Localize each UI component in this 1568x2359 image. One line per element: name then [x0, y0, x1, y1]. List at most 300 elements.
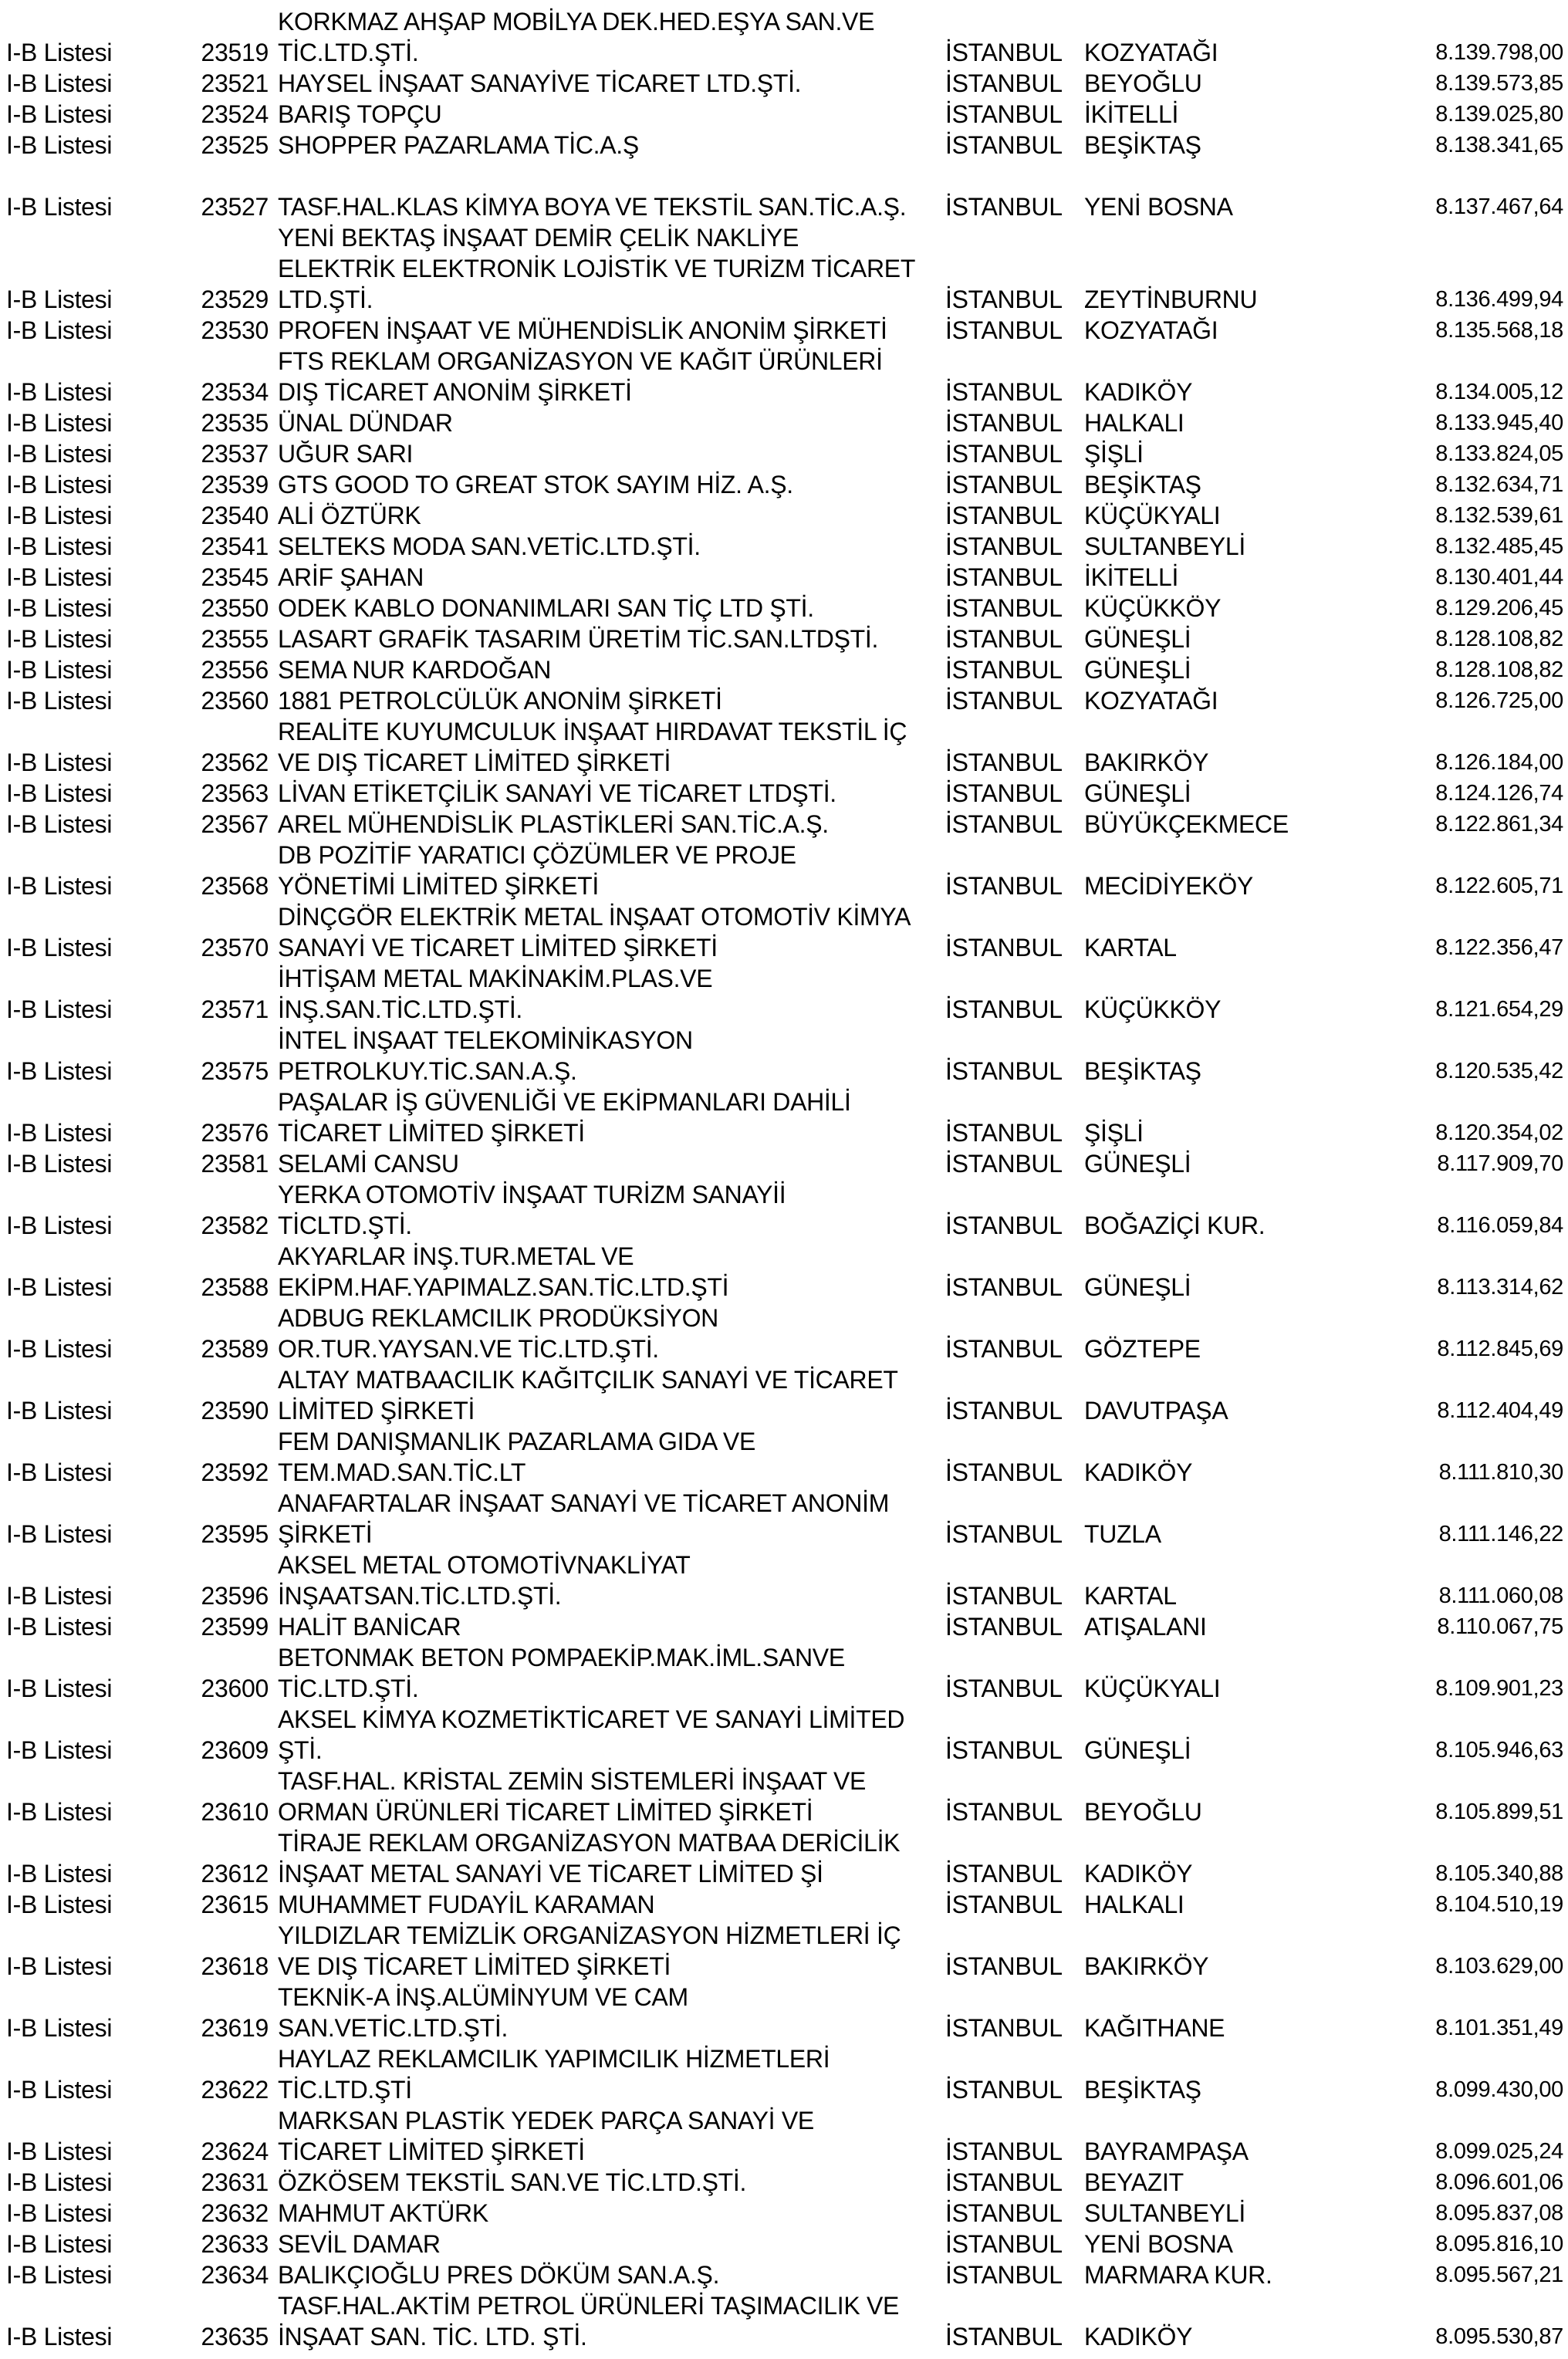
- company-name: TİRAJE REKLAM ORGANİZASYON MATBAA DERİCİLİK: [278, 1829, 901, 1857]
- amount-value: 8.138.341,65: [1435, 133, 1563, 157]
- row-list-label: I-B Listesi: [6, 810, 113, 838]
- entry-row: [0, 1117, 1568, 1148]
- row-list-label: I-B Listesi: [6, 39, 113, 66]
- entry-row: [0, 1673, 1568, 1704]
- company-name: VE DIŞ TİCARET LİMİTED ŞİRKETİ: [278, 749, 671, 776]
- company-name: İNŞ.SAN.TİC.LTD.ŞTİ.: [278, 995, 523, 1023]
- entry-row: [0, 2259, 1568, 2290]
- city-name: İSTANBUL: [945, 1212, 1063, 1239]
- entry-row: [0, 1333, 1568, 1364]
- company-name: ÜNAL DÜNDAR: [278, 409, 453, 437]
- amount-value: 8.126.184,00: [1435, 750, 1563, 775]
- company-name: İNTEL İNŞAAT TELEKOMİNİKASYON: [278, 1026, 693, 1054]
- entry-row: [0, 932, 1568, 963]
- company-name: MAHMUT AKTÜRK: [278, 2199, 488, 2227]
- row-list-label: I-B Listesi: [6, 1798, 113, 1826]
- company-name: İNŞAAT SAN. TİC. LTD. ŞTİ.: [278, 2323, 587, 2351]
- row-list-label: I-B Listesi: [6, 749, 113, 776]
- company-name: İHTİŞAM METAL MAKİNAKİM.PLAS.VE: [278, 965, 713, 992]
- row-list-label: I-B Listesi: [6, 563, 113, 591]
- row-number: 23615: [201, 1891, 269, 1918]
- company-name-continuation-row: [0, 901, 1568, 932]
- entry-row: [0, 747, 1568, 778]
- row-list-label: I-B Listesi: [6, 286, 113, 313]
- city-name: İSTANBUL: [945, 1675, 1063, 1702]
- company-name: LİMİTED ŞİRKETİ: [278, 1397, 475, 1425]
- entry-row: [0, 1889, 1568, 1920]
- spacer-line: [0, 161, 1568, 191]
- row-list-label: I-B Listesi: [6, 2261, 113, 2289]
- company-name: VE DIŞ TİCARET LİMİTED ŞİRKETİ: [278, 1952, 671, 1980]
- company-name: AKSEL METAL OTOMOTİVNAKLİYAT: [278, 1551, 691, 1579]
- row-number: 23576: [201, 1119, 269, 1147]
- amount-value: 8.117.909,70: [1437, 1151, 1563, 1176]
- row-number: 23537: [201, 440, 269, 468]
- district-name: MECİDİYEKÖY: [1084, 872, 1253, 900]
- district-name: KÜÇÜKYALI: [1084, 1675, 1221, 1702]
- amount-value: 8.112.845,69: [1437, 1337, 1563, 1361]
- entry-row: [0, 469, 1568, 500]
- amount-value: 8.133.945,40: [1435, 411, 1563, 435]
- entry-row: [0, 1148, 1568, 1179]
- company-name-continuation-row: [0, 2105, 1568, 2136]
- district-name: BEŞİKTAŞ: [1084, 1057, 1201, 1085]
- company-name-continuation-row: [0, 1982, 1568, 2013]
- company-name: TİC.LTD.ŞTİ: [278, 2076, 412, 2104]
- row-list-label: I-B Listesi: [6, 594, 113, 622]
- company-name-continuation-row: [0, 1550, 1568, 1580]
- company-name-continuation-row: [0, 963, 1568, 994]
- city-name: İSTANBUL: [945, 193, 1063, 221]
- row-list-label: I-B Listesi: [6, 1675, 113, 1702]
- company-name: EKİPM.HAF.YAPIMALZ.SAN.TİC.LTD.ŞTİ: [278, 1273, 729, 1301]
- amount-value: 8.116.059,84: [1437, 1213, 1563, 1238]
- row-number: 23589: [201, 1335, 269, 1363]
- amount-value: 8.121.654,29: [1435, 997, 1563, 1022]
- city-name: İSTANBUL: [945, 1613, 1063, 1641]
- company-name: ORMAN ÜRÜNLERİ TİCARET LİMİTED ŞİRKETİ: [278, 1798, 813, 1826]
- row-number: 23529: [201, 286, 269, 313]
- entry-row: [0, 2074, 1568, 2105]
- district-name: BEYAZIT: [1084, 2168, 1184, 2196]
- row-number: 23619: [201, 2014, 269, 2042]
- city-name: İSTANBUL: [945, 1798, 1063, 1826]
- row-number: 23525: [201, 131, 269, 159]
- company-name: TİCARET LİMİTED ŞİRKETİ: [278, 2138, 585, 2165]
- entry-row: [0, 1796, 1568, 1827]
- city-name: İSTANBUL: [945, 1119, 1063, 1147]
- row-list-label: I-B Listesi: [6, 1119, 113, 1147]
- company-name: HAYLAZ REKLAMCILIK YAPIMCILIK HİZMETLERİ: [278, 2045, 830, 2073]
- district-name: TUZLA: [1084, 1520, 1161, 1548]
- company-name-continuation-row: [0, 1426, 1568, 1457]
- city-name: İSTANBUL: [945, 471, 1063, 498]
- company-name: UĞUR SARI: [278, 440, 414, 468]
- row-list-label: I-B Listesi: [6, 440, 113, 468]
- company-name-continuation-row: [0, 840, 1568, 870]
- amount-value: 8.111.060,08: [1438, 1583, 1563, 1608]
- company-name: AREL MÜHENDİSLİK PLASTİKLERİ SAN.TİC.A.Ş.: [278, 810, 829, 838]
- company-name: YILDIZLAR TEMİZLİK ORGANİZASYON HİZMETLERİ İÇ: [278, 1921, 901, 1949]
- city-name: İSTANBUL: [945, 872, 1063, 900]
- city-name: İSTANBUL: [945, 1057, 1063, 1085]
- row-list-label: I-B Listesi: [6, 471, 113, 498]
- entry-row: [0, 562, 1568, 593]
- company-name: OR.TUR.YAYSAN.VE TİC.LTD.ŞTİ.: [278, 1335, 659, 1363]
- company-name: LTD.ŞTİ.: [278, 286, 373, 313]
- company-name: LASART GRAFİK TASARIM ÜRETİM TİC.SAN.LTDŞTİ.: [278, 625, 879, 653]
- row-number: 23568: [201, 872, 269, 900]
- company-name: DİNÇGÖR ELEKTRİK METAL İNŞAAT OTOMOTİV KİMYA: [278, 903, 911, 931]
- entry-row: [0, 1056, 1568, 1087]
- city-name: İSTANBUL: [945, 69, 1063, 97]
- company-name-continuation-row: [0, 2290, 1568, 2321]
- company-name: ÖZKÖSEM TEKSTİL SAN.VE TİC.LTD.ŞTİ.: [278, 2168, 747, 2196]
- district-name: KADIKÖY: [1084, 1458, 1193, 1486]
- district-name: KARTAL: [1084, 1582, 1177, 1610]
- amount-value: 8.103.629,00: [1435, 1954, 1563, 1979]
- company-name: YENİ BEKTAŞ İNŞAAT DEMİR ÇELİK NAKLİYE: [278, 224, 799, 252]
- company-name: REALİTE KUYUMCULUK İNŞAAT HIRDAVAT TEKSTİL İÇ: [278, 718, 907, 745]
- company-name-continuation-row: [0, 1704, 1568, 1735]
- row-number: 23622: [201, 2076, 269, 2104]
- city-name: İSTANBUL: [945, 2138, 1063, 2165]
- entry-row: [0, 191, 1568, 222]
- row-number: 23521: [201, 69, 269, 97]
- city-name: İSTANBUL: [945, 687, 1063, 715]
- amount-value: 8.139.798,00: [1435, 40, 1563, 65]
- row-list-label: I-B Listesi: [6, 1891, 113, 1918]
- city-name: İSTANBUL: [945, 2230, 1063, 2258]
- row-list-label: I-B Listesi: [6, 625, 113, 653]
- row-list-label: I-B Listesi: [6, 1952, 113, 1980]
- company-name: TASF.HAL.KLAS KİMYA BOYA VE TEKSTİL SAN.TİC.A.Ş.: [278, 193, 907, 221]
- row-list-label: I-B Listesi: [6, 1397, 113, 1425]
- row-list-label: I-B Listesi: [6, 502, 113, 529]
- entry-row: [0, 2013, 1568, 2043]
- company-name: ARİF ŞAHAN: [278, 563, 424, 591]
- city-name: İSTANBUL: [945, 594, 1063, 622]
- city-name: İSTANBUL: [945, 1520, 1063, 1548]
- row-list-label: I-B Listesi: [6, 1212, 113, 1239]
- amount-value: 8.139.025,80: [1435, 102, 1563, 127]
- company-name-continuation-row: [0, 1827, 1568, 1858]
- row-number: 23599: [201, 1613, 269, 1641]
- district-name: BAYRAMPAŞA: [1084, 2138, 1249, 2165]
- company-name-continuation-row: [0, 1642, 1568, 1673]
- company-name: TİCARET LİMİTED ŞİRKETİ: [278, 1119, 585, 1147]
- row-list-label: I-B Listesi: [6, 995, 113, 1023]
- company-name-continuation-row: [0, 222, 1568, 253]
- district-name: GÜNEŞLİ: [1084, 779, 1191, 807]
- amount-value: 8.132.634,71: [1435, 472, 1563, 497]
- row-number: 23581: [201, 1150, 269, 1178]
- district-name: KADIKÖY: [1084, 2323, 1193, 2351]
- city-name: İSTANBUL: [945, 1582, 1063, 1610]
- row-number: 23595: [201, 1520, 269, 1548]
- entry-row: [0, 870, 1568, 901]
- district-name: ŞİŞLİ: [1084, 440, 1144, 468]
- entry-row: [0, 500, 1568, 531]
- entry-row: [0, 37, 1568, 68]
- row-number: 23590: [201, 1397, 269, 1425]
- row-number: 23570: [201, 934, 269, 962]
- company-name: YÖNETİMİ LİMİTED ŞİRKETİ: [278, 872, 599, 900]
- city-name: İSTANBUL: [945, 1273, 1063, 1301]
- company-name: FEM DANIŞMANLIK PAZARLAMA GIDA VE: [278, 1428, 755, 1455]
- company-name: GTS GOOD TO GREAT STOK SAYIM HİZ. A.Ş.: [278, 471, 793, 498]
- amount-value: 8.099.025,24: [1435, 2139, 1563, 2164]
- amount-value: 8.096.601,06: [1435, 2170, 1563, 2195]
- row-number: 23600: [201, 1675, 269, 1702]
- company-name-continuation-row: [0, 2043, 1568, 2074]
- city-name: İSTANBUL: [945, 286, 1063, 313]
- company-name: ELEKTRİK ELEKTRONİK LOJİSTİK VE TURİZM TİCARET: [278, 255, 916, 282]
- entry-row: [0, 624, 1568, 654]
- amount-value: 8.111.146,22: [1438, 1522, 1563, 1546]
- company-name: SELAMİ CANSU: [278, 1150, 459, 1178]
- company-name: ANAFARTALAR İNŞAAT SANAYİ VE TİCARET ANONİM: [278, 1489, 890, 1517]
- row-number: 23634: [201, 2261, 269, 2289]
- company-name: SHOPPER PAZARLAMA TİC.A.Ş: [278, 131, 639, 159]
- city-name: İSTANBUL: [945, 1335, 1063, 1363]
- row-number: 23527: [201, 193, 269, 221]
- company-name-continuation-row: [0, 346, 1568, 377]
- amount-value: 8.133.824,05: [1435, 441, 1563, 466]
- amount-value: 8.113.314,62: [1437, 1275, 1563, 1299]
- city-name: İSTANBUL: [945, 2076, 1063, 2104]
- district-name: YENİ BOSNA: [1084, 193, 1233, 221]
- city-name: İSTANBUL: [945, 440, 1063, 468]
- city-name: İSTANBUL: [945, 532, 1063, 560]
- amount-value: 8.120.535,42: [1435, 1059, 1563, 1083]
- entry-row: [0, 1519, 1568, 1550]
- district-name: DAVUTPAŞA: [1084, 1397, 1228, 1425]
- entry-row: [0, 407, 1568, 438]
- company-name: YERKA OTOMOTİV İNŞAAT TURİZM SANAYİİ: [278, 1181, 786, 1208]
- company-name: LİVAN ETİKETÇİLİK SANAYİ VE TİCARET LTDŞTİ.: [278, 779, 836, 807]
- entry-row: [0, 531, 1568, 562]
- row-number: 23556: [201, 656, 269, 684]
- company-name: MARKSAN PLASTİK YEDEK PARÇA SANAYİ VE: [278, 2107, 814, 2134]
- amount-value: 8.132.485,45: [1435, 534, 1563, 559]
- amount-value: 8.136.499,94: [1435, 287, 1563, 312]
- row-list-label: I-B Listesi: [6, 1335, 113, 1363]
- entry-row: [0, 994, 1568, 1025]
- district-name: SULTANBEYLİ: [1084, 532, 1245, 560]
- entry-row: [0, 68, 1568, 99]
- row-number: 23524: [201, 100, 269, 128]
- city-name: İSTANBUL: [945, 1860, 1063, 1888]
- row-list-label: I-B Listesi: [6, 100, 113, 128]
- row-list-label: I-B Listesi: [6, 316, 113, 344]
- company-name-continuation-row: [0, 253, 1568, 284]
- amount-value: 8.095.530,87: [1435, 2324, 1563, 2349]
- row-list-label: I-B Listesi: [6, 2323, 113, 2351]
- district-name: BEŞİKTAŞ: [1084, 2076, 1201, 2104]
- district-name: BAKIRKÖY: [1084, 749, 1209, 776]
- entry-row: [0, 1210, 1568, 1241]
- company-name: HALİT BANİCAR: [278, 1613, 461, 1641]
- row-number: 23539: [201, 471, 269, 498]
- company-name-continuation-row: [0, 1025, 1568, 1056]
- amount-value: 8.122.861,34: [1435, 812, 1563, 836]
- amount-value: 8.130.401,44: [1435, 565, 1563, 590]
- company-name: TİC.LTD.ŞTİ.: [278, 39, 419, 66]
- row-list-label: I-B Listesi: [6, 1150, 113, 1178]
- city-name: İSTANBUL: [945, 1736, 1063, 1764]
- entry-row: [0, 1457, 1568, 1488]
- amount-value: 8.128.108,82: [1435, 627, 1563, 651]
- row-list-label: I-B Listesi: [6, 69, 113, 97]
- amount-value: 8.104.510,19: [1435, 1892, 1563, 1917]
- amount-value: 8.120.354,02: [1435, 1120, 1563, 1145]
- amount-value: 8.105.946,63: [1435, 1738, 1563, 1762]
- city-name: İSTANBUL: [945, 810, 1063, 838]
- company-name: HAYSEL İNŞAAT SANAYİVE TİCARET LTD.ŞTİ.: [278, 69, 802, 97]
- district-name: KOZYATAĞI: [1084, 316, 1218, 344]
- row-number: 23550: [201, 594, 269, 622]
- amount-value: 8.110.067,75: [1437, 1614, 1563, 1639]
- district-name: GÜNEŞLİ: [1084, 1736, 1191, 1764]
- row-list-label: I-B Listesi: [6, 872, 113, 900]
- row-list-label: I-B Listesi: [6, 2014, 113, 2042]
- row-number: 23575: [201, 1057, 269, 1085]
- entry-row: [0, 2198, 1568, 2229]
- entry-row: [0, 315, 1568, 346]
- company-name: ŞİRKETİ: [278, 1520, 373, 1548]
- district-name: KADIKÖY: [1084, 378, 1193, 406]
- company-name: PAŞALAR İŞ GÜVENLİĞİ VE EKİPMANLARI DAHİLİ: [278, 1088, 851, 1116]
- company-name: BETONMAK BETON POMPAEKİP.MAK.İML.SANVE: [278, 1644, 845, 1671]
- row-list-label: I-B Listesi: [6, 1613, 113, 1641]
- company-name: DB POZİTİF YARATICI ÇÖZÜMLER VE PROJE: [278, 841, 796, 869]
- amount-value: 8.109.901,23: [1435, 1676, 1563, 1701]
- company-name: PROFEN İNŞAAT VE MÜHENDİSLİK ANONİM ŞİRKETİ: [278, 316, 887, 344]
- entry-row: [0, 2229, 1568, 2259]
- city-name: İSTANBUL: [945, 2199, 1063, 2227]
- entry-row: [0, 1611, 1568, 1642]
- row-number: 23631: [201, 2168, 269, 2196]
- company-name: BARIŞ TOPÇU: [278, 100, 442, 128]
- district-name: GÖZTEPE: [1084, 1335, 1201, 1363]
- row-list-label: I-B Listesi: [6, 1057, 113, 1085]
- amount-value: 8.134.005,12: [1435, 380, 1563, 404]
- district-name: ZEYTİNBURNU: [1084, 286, 1258, 313]
- row-number: 23530: [201, 316, 269, 344]
- company-name: TASF.HAL. KRİSTAL ZEMİN SİSTEMLERİ İNŞAAT VE: [278, 1767, 867, 1795]
- amount-value: 8.122.605,71: [1435, 874, 1563, 898]
- district-name: BÜYÜKÇEKMECE: [1084, 810, 1289, 838]
- company-name: İNŞAATSAN.TİC.LTD.ŞTİ.: [278, 1582, 562, 1610]
- district-name: HALKALI: [1084, 1891, 1184, 1918]
- company-name: FTS REKLAM ORGANİZASYON VE KAĞIT ÜRÜNLERİ: [278, 347, 883, 375]
- entry-row: [0, 438, 1568, 469]
- entry-row: [0, 2321, 1568, 2352]
- city-name: İSTANBUL: [945, 2168, 1063, 2196]
- row-list-label: I-B Listesi: [6, 1736, 113, 1764]
- city-name: İSTANBUL: [945, 2014, 1063, 2042]
- district-name: KOZYATAĞI: [1084, 687, 1218, 715]
- district-name: BOĞAZİÇİ KUR.: [1084, 1212, 1266, 1239]
- row-list-label: I-B Listesi: [6, 532, 113, 560]
- entry-row: [0, 1858, 1568, 1889]
- company-name: SEVİL DAMAR: [278, 2230, 441, 2258]
- company-name-continuation-row: [0, 1087, 1568, 1117]
- row-list-label: I-B Listesi: [6, 2076, 113, 2104]
- district-name: GÜNEŞLİ: [1084, 1150, 1191, 1178]
- row-number: 23571: [201, 995, 269, 1023]
- company-name: AKYARLAR İNŞ.TUR.METAL VE: [278, 1242, 634, 1270]
- entry-row: [0, 809, 1568, 840]
- city-name: İSTANBUL: [945, 100, 1063, 128]
- company-name: AKSEL KİMYA KOZMETİKTİCARET VE SANAYİ LİMİTED: [278, 1705, 905, 1733]
- amount-value: 8.128.108,82: [1435, 657, 1563, 682]
- amount-value: 8.101.351,49: [1435, 2016, 1563, 2040]
- city-name: İSTANBUL: [945, 995, 1063, 1023]
- company-name: TİCLTD.ŞTİ.: [278, 1212, 412, 1239]
- district-name: BEYOĞLU: [1084, 1798, 1202, 1826]
- amount-value: 8.095.837,08: [1435, 2201, 1563, 2226]
- city-name: İSTANBUL: [945, 779, 1063, 807]
- amount-value: 8.112.404,49: [1437, 1398, 1563, 1423]
- city-name: İSTANBUL: [945, 2261, 1063, 2289]
- entry-row: [0, 778, 1568, 809]
- district-name: İKİTELLİ: [1084, 100, 1179, 128]
- city-name: İSTANBUL: [945, 625, 1063, 653]
- district-name: KÜÇÜKKÖY: [1084, 995, 1222, 1023]
- company-name: ADBUG REKLAMCILIK PRODÜKSİYON: [278, 1304, 718, 1332]
- row-number: 23618: [201, 1952, 269, 1980]
- row-number: 23633: [201, 2230, 269, 2258]
- company-name: KORKMAZ AHŞAP MOBİLYA DEK.HED.EŞYA SAN.VE: [278, 8, 875, 35]
- row-list-label: I-B Listesi: [6, 1520, 113, 1548]
- city-name: İSTANBUL: [945, 409, 1063, 437]
- entry-row: [0, 654, 1568, 685]
- row-number: 23541: [201, 532, 269, 560]
- entry-row: [0, 130, 1568, 161]
- row-number: 23545: [201, 563, 269, 591]
- row-list-label: I-B Listesi: [6, 687, 113, 715]
- entry-row: [0, 2136, 1568, 2167]
- company-name: TEM.MAD.SAN.TİC.LT: [278, 1458, 526, 1486]
- row-number: 23592: [201, 1458, 269, 1486]
- row-number: 23582: [201, 1212, 269, 1239]
- amount-value: 8.105.340,88: [1435, 1861, 1563, 1886]
- amount-value: 8.124.126,74: [1435, 781, 1563, 806]
- row-list-label: I-B Listesi: [6, 1458, 113, 1486]
- row-number: 23567: [201, 810, 269, 838]
- company-name: ALTAY MATBAACILIK KAĞITÇILIK SANAYİ VE TİCARET: [278, 1366, 898, 1394]
- district-name: YENİ BOSNA: [1084, 2230, 1233, 2258]
- row-list-label: I-B Listesi: [6, 409, 113, 437]
- district-name: SULTANBEYLİ: [1084, 2199, 1245, 2227]
- company-name: SANAYİ VE TİCARET LİMİTED ŞİRKETİ: [278, 934, 718, 962]
- district-name: KADIKÖY: [1084, 1860, 1193, 1888]
- amount-value: 8.129.206,45: [1435, 596, 1563, 620]
- row-list-label: I-B Listesi: [6, 2199, 113, 2227]
- row-list-label: I-B Listesi: [6, 1582, 113, 1610]
- company-name-continuation-row: [0, 716, 1568, 747]
- row-list-label: I-B Listesi: [6, 378, 113, 406]
- city-name: İSTANBUL: [945, 1952, 1063, 1980]
- entry-row: [0, 1395, 1568, 1426]
- row-number: 23610: [201, 1798, 269, 1826]
- row-number: 23534: [201, 378, 269, 406]
- company-name-continuation-row: [0, 1179, 1568, 1210]
- row-number: 23540: [201, 502, 269, 529]
- amount-value: 8.111.810,30: [1438, 1460, 1563, 1485]
